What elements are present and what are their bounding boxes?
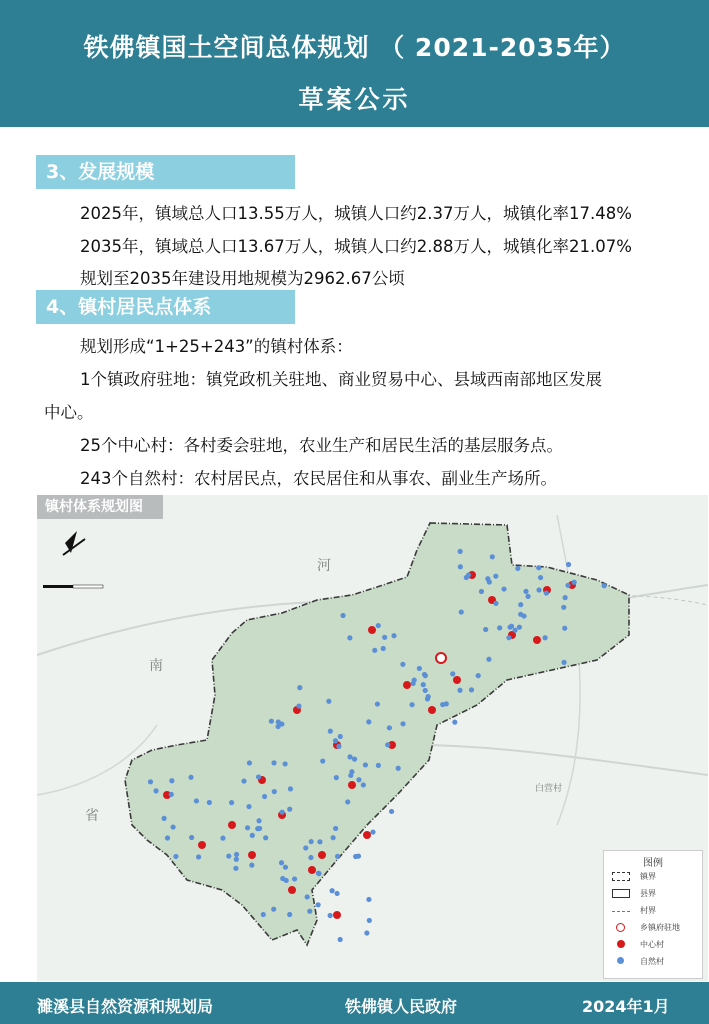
natural-village-dot: [249, 863, 254, 868]
natural-village-dot: [466, 572, 471, 577]
natural-village-dot: [387, 725, 392, 730]
natural-village-dot: [261, 912, 266, 917]
natural-village-dot: [309, 839, 314, 844]
natural-village-dot: [148, 779, 153, 784]
natural-village-dot: [363, 762, 368, 767]
natural-village-dot: [356, 777, 361, 782]
legend-title: 图例: [643, 858, 663, 869]
natural-village-dot: [479, 589, 484, 594]
natural-village-dot: [483, 627, 488, 632]
map-title: 镇村体系规划图: [37, 495, 163, 519]
natural-village-dot: [356, 854, 361, 859]
natural-village-dot: [257, 826, 262, 831]
natural-village-dot: [512, 628, 517, 633]
natural-village-dot: [169, 792, 174, 797]
natural-village-dot: [250, 833, 255, 838]
natural-village-dot: [272, 789, 277, 794]
natural-village-dot: [331, 835, 336, 840]
map-label-south: 南: [149, 658, 163, 674]
center-village-dot: [318, 851, 326, 859]
natural-village-dot: [536, 565, 541, 570]
natural-village-dot: [485, 576, 490, 581]
natural-village-dot: [361, 782, 366, 787]
center-village-dot: [248, 851, 256, 859]
natural-village-dot: [220, 836, 225, 841]
natural-village-dot: [288, 786, 293, 791]
natural-village-dot: [234, 857, 239, 862]
natural-village-dot: [566, 562, 571, 567]
page-header: [0, 0, 709, 127]
natural-village-dot: [326, 699, 331, 704]
natural-village-dot: [170, 824, 175, 829]
natural-village-dot: [165, 835, 170, 840]
center-village-dot: [403, 681, 411, 689]
natural-village-dot: [316, 902, 321, 907]
natural-village-dot: [459, 609, 464, 614]
map-label-river: 河: [317, 558, 331, 574]
natural-village-dot: [493, 574, 498, 579]
center-village-dot: [333, 911, 341, 919]
town-boundary-symbol-icon: [612, 872, 630, 881]
map-legend: [603, 850, 703, 979]
natural-village-dot: [335, 854, 340, 859]
natural-village-dot: [317, 839, 322, 844]
natural-village-dot: [334, 891, 339, 896]
natural-village-dot: [389, 809, 394, 814]
natural-village-dot: [450, 671, 455, 676]
natural-village-dot: [490, 554, 495, 559]
natural-village-dot: [161, 816, 166, 821]
natural-village-dot: [563, 595, 568, 600]
village-system-map: [37, 495, 708, 981]
natural-village-dot: [194, 798, 199, 803]
natural-village-dot: [561, 605, 566, 610]
natural-village-dot: [229, 800, 234, 805]
natural-village-dot: [276, 719, 281, 724]
section-3-line-2: 2035年，镇域总人口13.67万人，城镇人口约2.88万人，城镇化率21.07%: [80, 237, 632, 256]
natural-village-dot: [370, 829, 375, 834]
natural-village-dot: [283, 761, 288, 766]
natural-village-dot: [307, 909, 312, 914]
page-subtitle: 草案公示: [298, 85, 411, 114]
natural-village-dot: [376, 763, 381, 768]
center-village-dot: [453, 676, 461, 684]
natural-village-dot: [409, 702, 414, 707]
natural-village-dot: [458, 549, 463, 554]
natural-village-dot: [292, 876, 297, 881]
natural-village-dot: [336, 744, 341, 749]
natural-village-dot: [391, 633, 396, 638]
natural-village-dot: [372, 648, 377, 653]
natural-village-dot: [226, 853, 231, 858]
natural-village-dot: [188, 775, 193, 780]
natural-village-dot: [333, 738, 338, 743]
section-3-heading: 3、发展规模: [36, 155, 295, 189]
natural-village-dot: [328, 729, 333, 734]
natural-village-dot: [245, 825, 250, 830]
natural-village-dot: [296, 703, 301, 708]
natural-village-dot: [320, 758, 325, 763]
legend-item-village-boundary: 村界: [612, 905, 702, 917]
natural-village-dot: [542, 635, 547, 640]
section-4-line-5: 243个自然村：农村居民点，农民居住和从事农、副业生产场所。: [80, 469, 557, 488]
natural-village-dot: [381, 646, 386, 651]
page-footer: [0, 982, 709, 1024]
natural-village-dot: [247, 760, 252, 765]
page-title: 铁佛镇国土空间总体规划 （ 2021-2035年）: [83, 33, 626, 62]
legend-item-natural-village: 自然村: [612, 956, 702, 968]
natural-village-dot: [538, 575, 543, 580]
natural-village-dot: [207, 800, 212, 805]
natural-village-dot: [330, 888, 335, 893]
natural-village-dot: [426, 694, 431, 699]
natural-village-dot: [189, 835, 194, 840]
legend-item-town-boundary: 镇界: [612, 871, 702, 883]
section-4-line-4: 25个中心村：各村委会驻地，农业生产和居民生活的基层服务点。: [80, 436, 563, 455]
natural-village-dot: [366, 897, 371, 902]
footer-left: 濉溪县自然资源和规划局: [37, 997, 214, 1016]
natural-village-dot: [444, 701, 449, 706]
section-4-line-3: 中心。: [44, 403, 94, 422]
natural-village-dot: [256, 818, 261, 823]
natural-village-dot: [283, 865, 288, 870]
natural-village-dot: [376, 623, 381, 628]
town-seat-symbol-icon: [616, 923, 625, 932]
natural-village-dot: [562, 626, 567, 631]
natural-village-dot: [316, 871, 321, 876]
natural-village-dot: [518, 602, 523, 607]
natural-village-dot: [411, 681, 416, 686]
natural-village-dot: [284, 878, 289, 883]
center-village-dot: [288, 886, 296, 894]
natural-village-dot: [469, 687, 474, 692]
map-label-baiyingcun: 白营村: [535, 784, 563, 794]
section-4-line-1: 规划形成“1+25+243”的镇村体系：: [80, 337, 353, 356]
natural-village-dot: [417, 666, 422, 671]
center-village-dot: [228, 821, 236, 829]
natural-village-dot: [297, 685, 302, 690]
center-village-dot: [428, 706, 436, 714]
natural-village-dot: [280, 810, 285, 815]
natural-village-dot: [333, 826, 338, 831]
natural-village-dot: [233, 866, 238, 871]
natural-village-dot: [375, 701, 380, 706]
natural-village-dot: [275, 724, 280, 729]
natural-village-dot: [423, 688, 428, 693]
natural-village-dot: [303, 845, 308, 850]
natural-village-dot: [269, 719, 274, 724]
natural-village-dot: [271, 760, 276, 765]
natural-village-dot: [525, 594, 530, 599]
natural-village-dot: [382, 635, 387, 640]
natural-village-dot: [366, 719, 371, 724]
natural-village-dot: [572, 580, 577, 585]
natural-village-dot: [536, 587, 541, 592]
natural-village-dot: [517, 625, 522, 630]
natural-village-dot: [173, 854, 178, 859]
section-3-line-3: 规划至2035年建设用地规模为2962.67公顷: [80, 269, 405, 288]
natural-village-dot: [262, 794, 267, 799]
natural-village-dot: [396, 766, 401, 771]
natural-village-dot: [234, 852, 239, 857]
natural-village-dot: [501, 586, 506, 591]
natural-village-dot: [421, 682, 426, 687]
section-4-heading: 4、镇村居民点体系: [36, 290, 295, 324]
section-4-line-2: 1个镇政府驻地：镇党政机关驻地、商业贸易中心、县域西南部地区发展: [80, 370, 602, 389]
natural-village-dot: [338, 734, 343, 739]
natural-village-dot: [279, 860, 284, 865]
natural-village-dot: [347, 754, 352, 759]
natural-village-dot: [246, 804, 251, 809]
natural-village-dot: [602, 583, 607, 588]
natural-village-dot: [400, 662, 405, 667]
natural-village-dot: [452, 720, 457, 725]
center-village-dot: [348, 781, 356, 789]
natural-village-dot: [422, 672, 427, 677]
natural-village-dot: [153, 788, 158, 793]
county-boundary-symbol-icon: [612, 889, 630, 898]
natural-village-dot: [523, 589, 528, 594]
natural-village-dot: [256, 774, 261, 779]
natural-village-dot: [561, 660, 566, 665]
natural-village-dot: [271, 907, 276, 912]
natural-village-dot: [457, 688, 462, 693]
natural-village-dot: [347, 635, 352, 640]
natural-village-dot: [241, 778, 246, 783]
natural-village-dot: [328, 913, 333, 918]
section-3-line-1: 2025年，镇域总人口13.55万人，城镇人口约2.37万人，城镇化率17.48%: [80, 204, 632, 223]
natural-village-dot: [521, 613, 526, 618]
natural-village-dot: [458, 564, 463, 569]
legend-item-town-seat: 乡镇府驻地: [612, 922, 702, 934]
natural-village-dot: [338, 937, 343, 942]
natural-village-dot: [544, 590, 549, 595]
natural-village-dot: [169, 778, 174, 783]
center-village-dot: [533, 636, 541, 644]
natural-village-dot: [367, 918, 372, 923]
center-village-dot: [368, 626, 376, 634]
natural-village-dot: [263, 835, 268, 840]
village-boundary-symbol-icon: [612, 911, 630, 912]
natural-village-dot: [364, 930, 369, 935]
center-village-symbol-icon: [617, 940, 625, 948]
natural-village-dot: [506, 635, 511, 640]
natural-village-dot: [196, 854, 201, 859]
center-village-dot: [308, 866, 316, 874]
natural-village-dot: [493, 601, 498, 606]
natural-village-dot: [305, 894, 310, 899]
natural-village-dot: [334, 775, 339, 780]
natural-village-dot: [340, 613, 345, 618]
natural-village-dot: [345, 799, 350, 804]
legend-item-center-village: 中心村: [612, 939, 702, 951]
natural-village-dot: [385, 742, 390, 747]
center-village-dot: [198, 841, 206, 849]
center-village-dot: [363, 831, 371, 839]
natural-village-dot: [308, 855, 313, 860]
footer-date: 2024年1月: [582, 997, 670, 1016]
map-label-province: 省: [85, 808, 99, 824]
footer-center: 铁佛镇人民政府: [345, 997, 458, 1016]
natural-village-dot: [287, 807, 292, 812]
natural-village-dot: [509, 624, 514, 629]
natural-village-dot: [348, 773, 353, 778]
natural-village-symbol-icon: [617, 957, 624, 964]
natural-village-dot: [476, 673, 481, 678]
natural-village-dot: [565, 583, 570, 588]
natural-village-dot: [287, 912, 292, 917]
legend-item-county-boundary: 县界: [612, 888, 702, 900]
natural-village-dot: [497, 625, 502, 630]
natural-village-dot: [400, 721, 405, 726]
natural-village-dot: [352, 757, 357, 762]
natural-village-dot: [486, 657, 491, 662]
natural-village-dot: [515, 566, 520, 571]
